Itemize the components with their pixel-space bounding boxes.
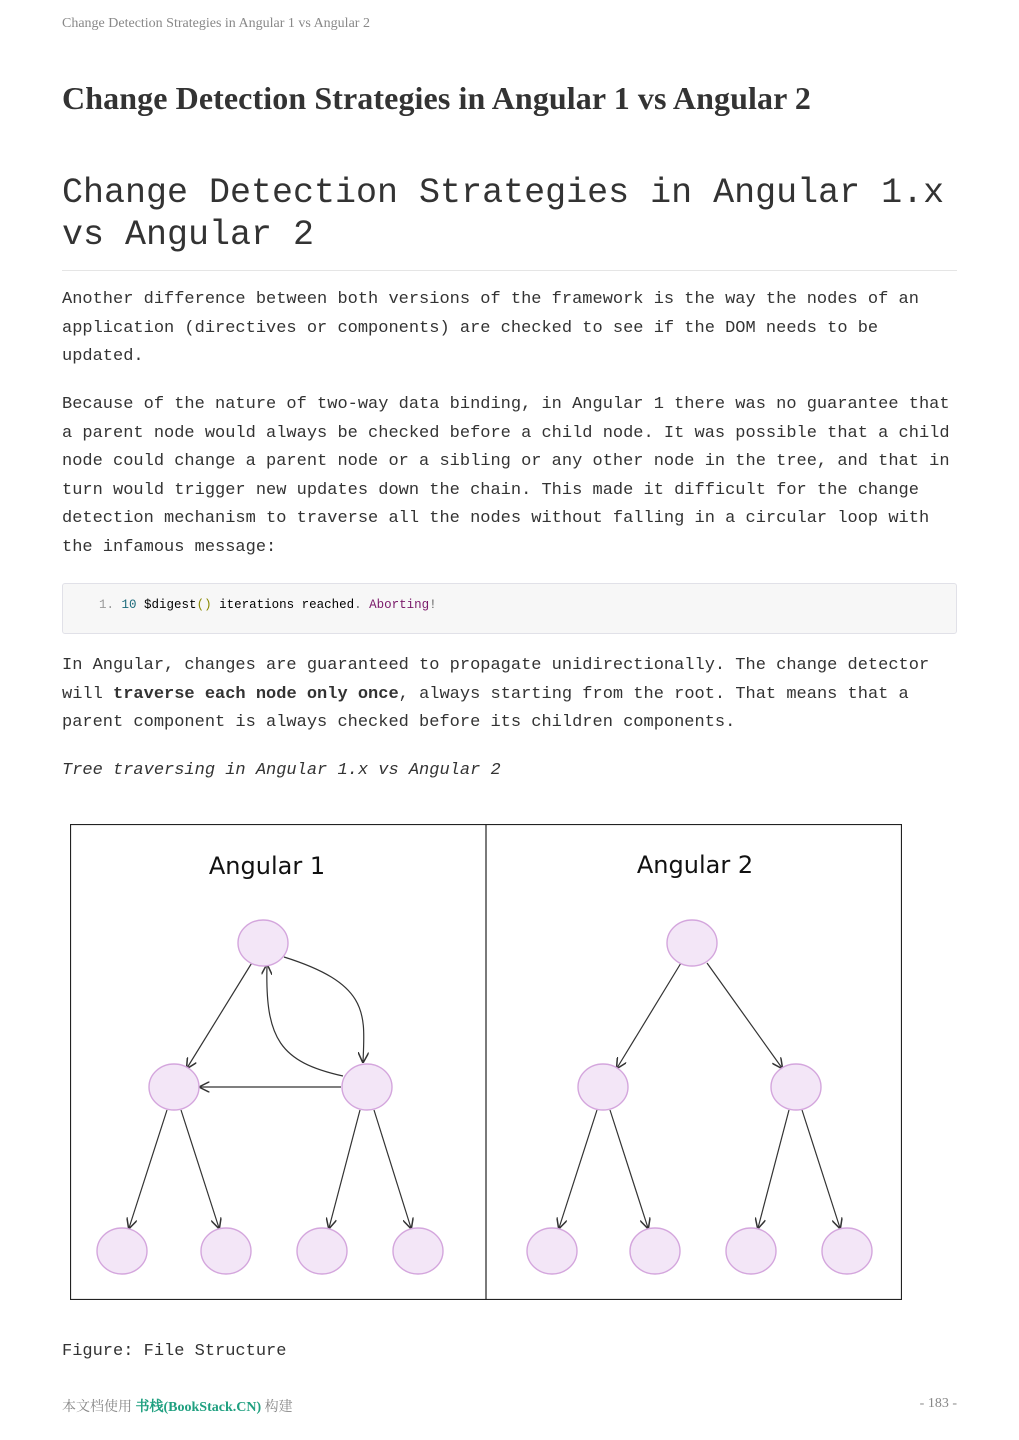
bold-emphasis: traverse each node only once	[113, 684, 399, 704]
paragraph-intro: Another difference between both versions of the framework is the way the nodes of an application (directives or components) are checked to see if the DOM needs to be updated.	[62, 290, 919, 366]
code-block	[62, 583, 957, 634]
diagram-label-angular-2: Angular 2	[636, 851, 754, 879]
tree-node-leaf	[201, 1228, 251, 1274]
code-line-number: 1.	[99, 598, 115, 612]
code-token-identifier: $digest	[136, 598, 197, 612]
paragraph-unidirectional	[62, 652, 957, 738]
tree-node-leaf	[297, 1228, 347, 1274]
code-line	[99, 598, 437, 612]
code-token-text: iterations reached	[211, 598, 355, 612]
tree-node-leaf	[822, 1228, 872, 1274]
footer-suffix: 构建	[261, 1400, 293, 1415]
footer-prefix: 本文档使用	[62, 1400, 136, 1415]
tree-node-left	[578, 1064, 628, 1110]
tree-node-leaf	[393, 1228, 443, 1274]
code-token-parens: ()	[196, 598, 212, 612]
running-header: Change Detection Strategies in Angular 1 vs Angular 2	[62, 16, 370, 31]
code-token-dot: .	[354, 598, 362, 612]
paragraph-text: In Angular, changes are guaranteed to propagate unidirectionally. The change detector will	[62, 656, 930, 704]
code-token-keyword: Aborting	[361, 598, 430, 612]
tree-node-leaf	[726, 1228, 776, 1274]
tree-diagram	[70, 824, 902, 1300]
paragraph-text: , always starting from the root. That means that a parent component is always checked before its children components.	[62, 684, 909, 732]
tree-node-leaf	[630, 1228, 680, 1274]
page	[62, 0, 957, 1440]
footer-credit	[62, 1396, 293, 1416]
figure-title: Tree traversing in Angular 1.x vs Angular 2	[62, 761, 501, 780]
tree-node-right	[342, 1064, 392, 1110]
code-token-number: 10	[121, 598, 137, 612]
tree-node-root	[238, 920, 288, 966]
chapter-title: Change Detection Strategies in Angular 1 vs Angular 2	[62, 80, 812, 116]
section-heading: Change Detection Strategies in Angular 1.x vs Angular 2	[62, 172, 957, 271]
bookstack-link[interactable]: 书栈(BookStack.CN)	[135, 1400, 262, 1415]
tree-node-leaf	[527, 1228, 577, 1274]
tree-node-root	[667, 920, 717, 966]
diagram-label-angular-1: Angular 1	[208, 852, 326, 880]
tree-node-left	[149, 1064, 199, 1110]
figure-caption: Figure: File Structure	[62, 1342, 287, 1361]
paragraph-two-way-binding: Because of the nature of two-way data binding, in Angular 1 there was no guarantee that a parent node would always be checked before a child node. It was possible that a child node could change a parent node or a sibling or any other node in the tree, and that in turn would trigger new updates down the chain. This made it difficult for the change detection mechanism to traverse all the nodes without falling in a circular loop with the infamous message:	[62, 395, 950, 557]
tree-node-leaf	[97, 1228, 147, 1274]
code-token-bang: !	[429, 598, 437, 612]
page-number: - 183 -	[919, 1396, 957, 1411]
tree-node-right	[771, 1064, 821, 1110]
